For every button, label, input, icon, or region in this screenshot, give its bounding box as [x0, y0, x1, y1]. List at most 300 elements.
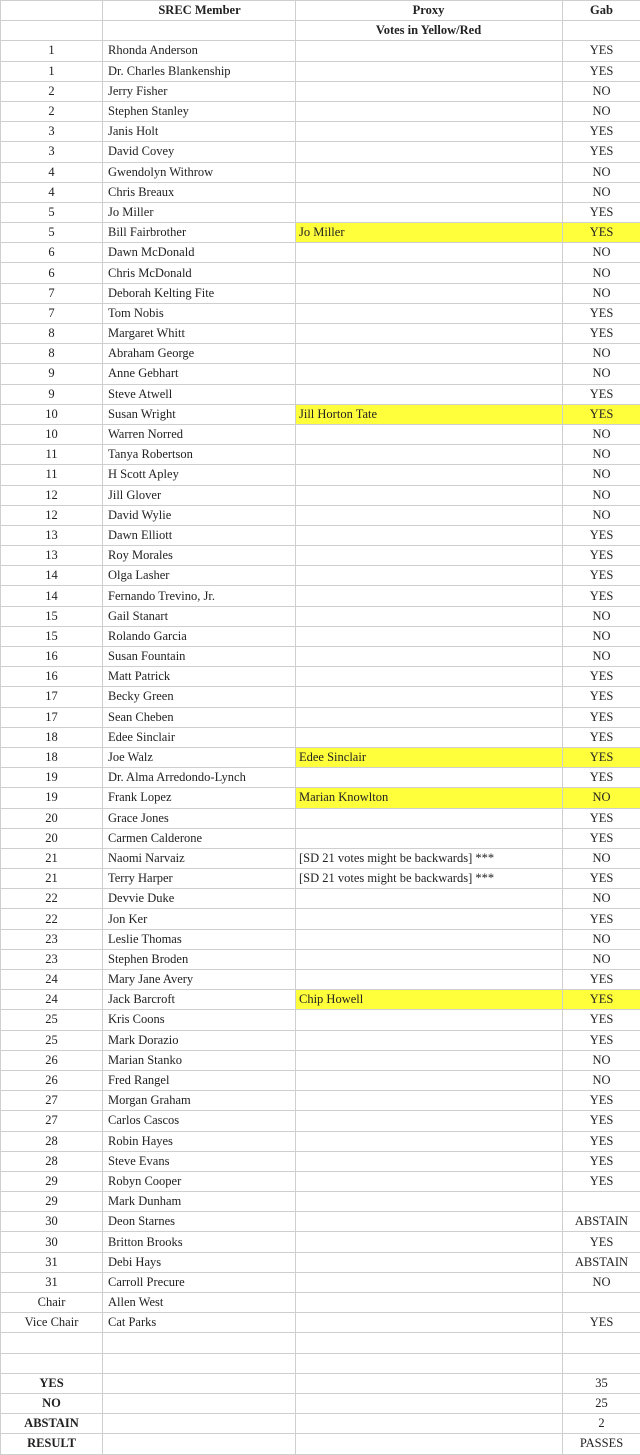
proxy-cell [296, 465, 563, 485]
vote-cell: YES [563, 768, 640, 788]
district-cell: Vice Chair [1, 1313, 103, 1333]
proxy-cell [296, 667, 563, 687]
district-cell: 10 [1, 404, 103, 424]
vote-cell: YES [563, 404, 640, 424]
member-cell: Carlos Cascos [103, 1111, 296, 1131]
proxy-cell [296, 485, 563, 505]
table-row [1, 1070, 640, 1090]
table-row [1, 202, 640, 222]
table-row [1, 243, 640, 263]
district-cell: 3 [1, 142, 103, 162]
table-row [1, 223, 640, 243]
vote-cell: YES [563, 61, 640, 81]
empty-cell [296, 1414, 563, 1434]
member-cell: Chris Breaux [103, 182, 296, 202]
proxy-cell [296, 1070, 563, 1090]
subheader-member-cell [103, 21, 296, 41]
summary-row [1, 1373, 640, 1393]
member-cell: Leslie Thomas [103, 929, 296, 949]
vote-cell: ABSTAIN [563, 1212, 640, 1232]
district-cell: 22 [1, 909, 103, 929]
header-proxy: Proxy [296, 1, 563, 21]
member-cell: Devvie Duke [103, 889, 296, 909]
vote-cell: YES [563, 1151, 640, 1171]
empty-cell [103, 1393, 296, 1413]
member-cell: Frank Lopez [103, 788, 296, 808]
table-row [1, 566, 640, 586]
member-cell: Cat Parks [103, 1313, 296, 1333]
table-row [1, 1131, 640, 1151]
vote-cell: YES [563, 324, 640, 344]
district-cell: 18 [1, 747, 103, 767]
member-cell: Anne Gebhart [103, 364, 296, 384]
member-cell: Fred Rangel [103, 1070, 296, 1090]
member-cell: Becky Green [103, 687, 296, 707]
district-cell: 7 [1, 303, 103, 323]
proxy-cell [296, 182, 563, 202]
district-cell: 24 [1, 990, 103, 1010]
table-row [1, 626, 640, 646]
proxy-cell [296, 101, 563, 121]
vote-cell: YES [563, 566, 640, 586]
vote-cell: NO [563, 243, 640, 263]
table-row [1, 1010, 640, 1030]
member-cell: Rolando Garcia [103, 626, 296, 646]
district-cell: 15 [1, 606, 103, 626]
member-cell: Gwendolyn Withrow [103, 162, 296, 182]
vote-cell: YES [563, 525, 640, 545]
member-cell: Warren Norred [103, 424, 296, 444]
vote-cell: NO [563, 848, 640, 868]
table-row [1, 41, 640, 61]
proxy-cell [296, 445, 563, 465]
member-cell: Carroll Precure [103, 1272, 296, 1292]
district-cell: 11 [1, 465, 103, 485]
table-row [1, 707, 640, 727]
vote-cell: NO [563, 949, 640, 969]
member-cell: Rhonda Anderson [103, 41, 296, 61]
table-row [1, 1293, 640, 1313]
subheader-row [1, 21, 640, 41]
vote-cell: NO [563, 283, 640, 303]
member-cell: H Scott Apley [103, 465, 296, 485]
member-cell: Mark Dunham [103, 1192, 296, 1212]
proxy-cell [296, 303, 563, 323]
member-cell: Dawn McDonald [103, 243, 296, 263]
member-cell: Tanya Robertson [103, 445, 296, 465]
summary-row [1, 1393, 640, 1413]
empty-cell [296, 1373, 563, 1393]
proxy-cell [296, 1313, 563, 1333]
district-cell: 17 [1, 707, 103, 727]
member-cell: Janis Holt [103, 122, 296, 142]
empty-cell [103, 1333, 296, 1353]
summary-value: 25 [563, 1393, 640, 1413]
vote-cell: YES [563, 41, 640, 61]
proxy-cell [296, 1151, 563, 1171]
district-cell: 12 [1, 485, 103, 505]
vote-cell: YES [563, 122, 640, 142]
proxy-cell: [SD 21 votes might be backwards] *** [296, 869, 563, 889]
member-cell: Susan Wright [103, 404, 296, 424]
table-row [1, 949, 640, 969]
vote-cell: YES [563, 970, 640, 990]
vote-cell: YES [563, 142, 640, 162]
district-cell: Chair [1, 1293, 103, 1313]
proxy-cell [296, 949, 563, 969]
district-cell: 24 [1, 970, 103, 990]
proxy-cell [296, 243, 563, 263]
vote-table-body [1, 1, 640, 1455]
member-cell: Jerry Fisher [103, 81, 296, 101]
vote-cell: NO [563, 445, 640, 465]
proxy-cell [296, 1030, 563, 1050]
table-row [1, 1212, 640, 1232]
member-cell: Deon Starnes [103, 1212, 296, 1232]
header-member: SREC Member [103, 1, 296, 21]
member-cell: Stephen Broden [103, 949, 296, 969]
member-cell: Edee Sinclair [103, 727, 296, 747]
vote-cell: NO [563, 263, 640, 283]
proxy-cell [296, 808, 563, 828]
vote-cell: NO [563, 162, 640, 182]
vote-cell: YES [563, 828, 640, 848]
vote-cell: NO [563, 929, 640, 949]
member-cell: Mark Dorazio [103, 1030, 296, 1050]
vote-cell: YES [563, 1010, 640, 1030]
table-row [1, 1272, 640, 1292]
member-cell: David Covey [103, 142, 296, 162]
member-cell: Chris McDonald [103, 263, 296, 283]
vote-cell: YES [563, 707, 640, 727]
member-cell: Steve Evans [103, 1151, 296, 1171]
district-cell: 19 [1, 788, 103, 808]
proxy-cell [296, 768, 563, 788]
proxy-cell [296, 142, 563, 162]
table-row [1, 1192, 640, 1212]
table-row [1, 1111, 640, 1131]
member-cell: Jon Ker [103, 909, 296, 929]
table-row [1, 1050, 640, 1070]
table-row [1, 889, 640, 909]
vote-cell: NO [563, 485, 640, 505]
vote-cell: YES [563, 1030, 640, 1050]
proxy-cell [296, 324, 563, 344]
vote-cell: YES [563, 1232, 640, 1252]
proxy-cell [296, 889, 563, 909]
vote-cell: YES [563, 1111, 640, 1131]
empty-cell [296, 1393, 563, 1413]
header-sd-cell [1, 1, 103, 21]
district-cell: 1 [1, 41, 103, 61]
table-row [1, 828, 640, 848]
member-cell: Olga Lasher [103, 566, 296, 586]
proxy-cell [296, 970, 563, 990]
member-cell: Naomi Narvaiz [103, 848, 296, 868]
proxy-cell: Jo Miller [296, 223, 563, 243]
district-cell: 7 [1, 283, 103, 303]
vote-cell: NO [563, 465, 640, 485]
district-cell: 5 [1, 223, 103, 243]
table-row [1, 384, 640, 404]
member-cell: Robyn Cooper [103, 1171, 296, 1191]
proxy-cell: [SD 21 votes might be backwards] *** [296, 848, 563, 868]
proxy-cell [296, 1212, 563, 1232]
district-cell: 30 [1, 1232, 103, 1252]
vote-cell: NO [563, 182, 640, 202]
proxy-cell [296, 41, 563, 61]
district-cell: 4 [1, 182, 103, 202]
table-row [1, 970, 640, 990]
proxy-cell [296, 1293, 563, 1313]
vote-cell [563, 1293, 640, 1313]
member-cell: Grace Jones [103, 808, 296, 828]
proxy-cell [296, 424, 563, 444]
table-row [1, 546, 640, 566]
proxy-cell [296, 546, 563, 566]
district-cell: 9 [1, 384, 103, 404]
proxy-cell [296, 1050, 563, 1070]
vote-cell: NO [563, 647, 640, 667]
vote-cell: YES [563, 1131, 640, 1151]
district-cell: 11 [1, 445, 103, 465]
member-cell: Dr. Alma Arredondo-Lynch [103, 768, 296, 788]
member-cell: Sean Cheben [103, 707, 296, 727]
member-cell: David Wylie [103, 505, 296, 525]
vote-cell [563, 1192, 640, 1212]
table-row [1, 808, 640, 828]
proxy-cell [296, 606, 563, 626]
proxy-cell [296, 1192, 563, 1212]
proxy-cell [296, 929, 563, 949]
district-cell: 29 [1, 1192, 103, 1212]
table-row [1, 263, 640, 283]
member-cell: Jo Miller [103, 202, 296, 222]
district-cell: 15 [1, 626, 103, 646]
district-cell: 18 [1, 727, 103, 747]
spacer-row [1, 1333, 640, 1353]
table-row [1, 990, 640, 1010]
member-cell: Steve Atwell [103, 384, 296, 404]
district-cell: 6 [1, 263, 103, 283]
member-cell: Roy Morales [103, 546, 296, 566]
vote-cell: YES [563, 747, 640, 767]
table-row [1, 1171, 640, 1191]
district-cell: 10 [1, 424, 103, 444]
empty-cell [1, 1353, 103, 1373]
member-cell: Margaret Whitt [103, 324, 296, 344]
proxy-cell [296, 122, 563, 142]
district-cell: 27 [1, 1111, 103, 1131]
district-cell: 13 [1, 546, 103, 566]
summary-row [1, 1434, 640, 1454]
district-cell: 14 [1, 566, 103, 586]
table-row [1, 667, 640, 687]
table-row [1, 324, 640, 344]
proxy-cell [296, 263, 563, 283]
empty-cell [296, 1434, 563, 1454]
summary-label: YES [1, 1373, 103, 1393]
member-cell: Dr. Charles Blankenship [103, 61, 296, 81]
proxy-cell [296, 626, 563, 646]
proxy-cell [296, 505, 563, 525]
district-cell: 20 [1, 828, 103, 848]
member-cell: Robin Hayes [103, 1131, 296, 1151]
empty-cell [103, 1434, 296, 1454]
member-cell: Britton Brooks [103, 1232, 296, 1252]
district-cell: 20 [1, 808, 103, 828]
proxy-cell [296, 364, 563, 384]
vote-cell: NO [563, 1070, 640, 1090]
member-cell: Susan Fountain [103, 647, 296, 667]
district-cell: 31 [1, 1252, 103, 1272]
proxy-cell [296, 1272, 563, 1292]
table-row [1, 747, 640, 767]
empty-cell [1, 1333, 103, 1353]
vote-cell: NO [563, 364, 640, 384]
district-cell: 31 [1, 1272, 103, 1292]
vote-cell: YES [563, 687, 640, 707]
proxy-cell [296, 283, 563, 303]
table-row [1, 505, 640, 525]
proxy-cell: Edee Sinclair [296, 747, 563, 767]
proxy-cell [296, 202, 563, 222]
member-cell: Jack Barcroft [103, 990, 296, 1010]
district-cell: 23 [1, 949, 103, 969]
proxy-cell [296, 525, 563, 545]
district-cell: 26 [1, 1070, 103, 1090]
table-row [1, 788, 640, 808]
district-cell: 16 [1, 647, 103, 667]
vote-cell: YES [563, 223, 640, 243]
district-cell: 16 [1, 667, 103, 687]
member-cell: Allen West [103, 1293, 296, 1313]
member-cell: Debi Hays [103, 1252, 296, 1272]
vote-cell: NO [563, 889, 640, 909]
table-row [1, 647, 640, 667]
vote-cell: YES [563, 1091, 640, 1111]
district-cell: 25 [1, 1030, 103, 1050]
district-cell: 23 [1, 929, 103, 949]
district-cell: 21 [1, 869, 103, 889]
vote-cell: YES [563, 808, 640, 828]
table-row [1, 101, 640, 121]
district-cell: 9 [1, 364, 103, 384]
vote-cell: YES [563, 990, 640, 1010]
empty-cell [563, 1353, 640, 1373]
district-cell: 28 [1, 1151, 103, 1171]
proxy-cell [296, 586, 563, 606]
summary-value: PASSES [563, 1434, 640, 1454]
table-row [1, 869, 640, 889]
member-cell: Mary Jane Avery [103, 970, 296, 990]
proxy-cell [296, 566, 563, 586]
district-cell: 1 [1, 61, 103, 81]
proxy-cell [296, 1232, 563, 1252]
table-row [1, 1030, 640, 1050]
vote-cell: NO [563, 626, 640, 646]
table-row [1, 81, 640, 101]
member-cell: Marian Stanko [103, 1050, 296, 1070]
district-cell: 6 [1, 243, 103, 263]
proxy-cell [296, 828, 563, 848]
subheader-sd-cell [1, 21, 103, 41]
district-cell: 4 [1, 162, 103, 182]
district-cell: 30 [1, 1212, 103, 1232]
vote-cell: YES [563, 727, 640, 747]
vote-cell: YES [563, 909, 640, 929]
proxy-cell [296, 727, 563, 747]
vote-cell: NO [563, 81, 640, 101]
vote-cell: YES [563, 1171, 640, 1191]
empty-cell [296, 1333, 563, 1353]
vote-cell: YES [563, 1313, 640, 1333]
table-row [1, 344, 640, 364]
vote-cell: YES [563, 303, 640, 323]
table-row [1, 404, 640, 424]
district-cell: 5 [1, 202, 103, 222]
table-row [1, 445, 640, 465]
vote-cell: YES [563, 202, 640, 222]
table-row [1, 848, 640, 868]
district-cell: 27 [1, 1091, 103, 1111]
vote-cell: NO [563, 505, 640, 525]
district-cell: 21 [1, 848, 103, 868]
vote-cell: YES [563, 869, 640, 889]
summary-label: RESULT [1, 1434, 103, 1454]
member-cell: Joe Walz [103, 747, 296, 767]
table-row [1, 1151, 640, 1171]
table-row [1, 162, 640, 182]
member-cell: Dawn Elliott [103, 525, 296, 545]
member-cell: Carmen Calderone [103, 828, 296, 848]
vote-cell: YES [563, 546, 640, 566]
table-row [1, 1091, 640, 1111]
table-row [1, 1313, 640, 1333]
vote-cell: YES [563, 667, 640, 687]
table-row [1, 424, 640, 444]
district-cell: 12 [1, 505, 103, 525]
district-cell: 22 [1, 889, 103, 909]
header-gab: Gab [563, 1, 640, 21]
table-row [1, 687, 640, 707]
spacer-row [1, 1353, 640, 1373]
district-cell: 29 [1, 1171, 103, 1191]
proxy-cell [296, 1010, 563, 1030]
table-row [1, 909, 640, 929]
proxy-cell: Chip Howell [296, 990, 563, 1010]
district-cell: 26 [1, 1050, 103, 1070]
proxy-cell [296, 81, 563, 101]
member-cell: Kris Coons [103, 1010, 296, 1030]
proxy-cell [296, 687, 563, 707]
summary-label: NO [1, 1393, 103, 1413]
member-cell: Gail Stanart [103, 606, 296, 626]
member-cell: Stephen Stanley [103, 101, 296, 121]
header-row [1, 1, 640, 21]
table-row [1, 606, 640, 626]
district-cell: 14 [1, 586, 103, 606]
table-row [1, 61, 640, 81]
proxy-cell [296, 1131, 563, 1151]
summary-row [1, 1414, 640, 1434]
vote-cell: NO [563, 606, 640, 626]
table-row [1, 768, 640, 788]
table-row [1, 182, 640, 202]
table-row [1, 525, 640, 545]
table-row [1, 142, 640, 162]
table-row [1, 283, 640, 303]
